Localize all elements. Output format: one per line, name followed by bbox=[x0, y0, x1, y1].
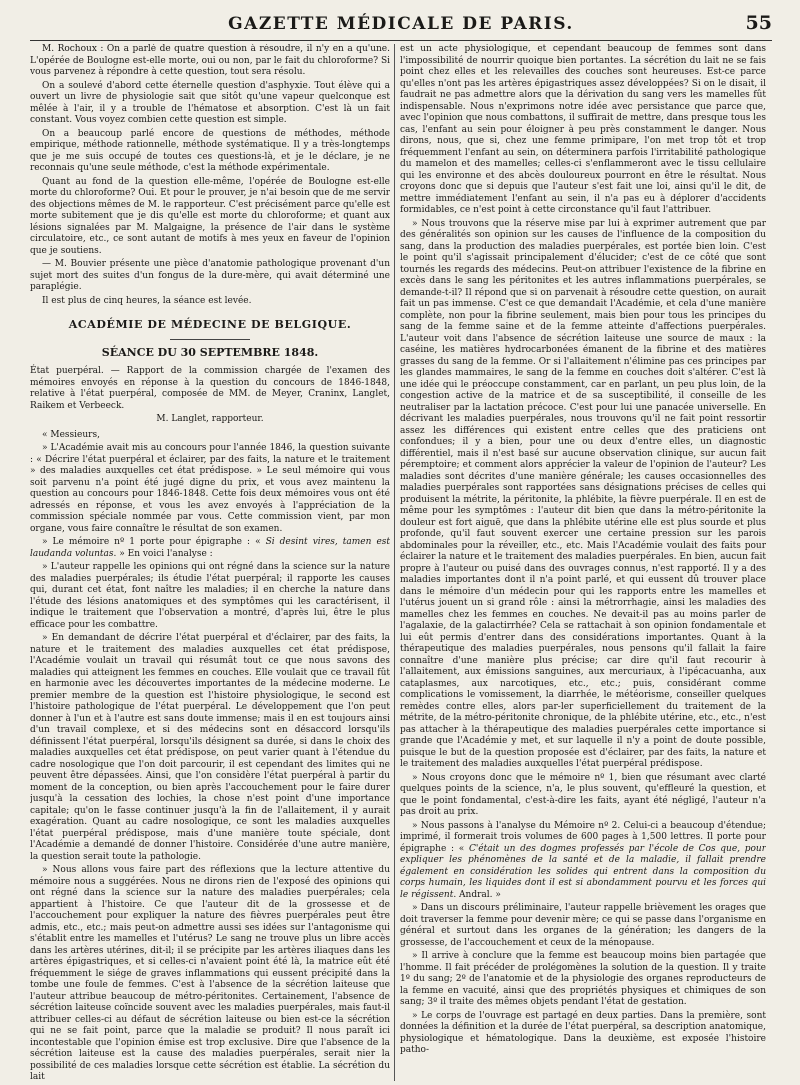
paragraph-messieurs: « Messieurs, bbox=[42, 429, 100, 440]
left-column bbox=[30, 44, 390, 1081]
paragraph-conclusion-memoire-1: » Nous croyons donc que le mémoire nº 1, bien que résumant avec clarté quelques points de la science, n'a, le plus souvent, qu'effleuré la question, et que le point fondamental, c'est-à-dire les faits, ayant été négligé, l'auteur n'a pas droit au prix. bbox=[400, 772, 766, 817]
paragraph-methodes: On a beaucoup parlé encore de questions de méthodes, méthode empirique, méthode rationnelle, méthode systématique. Il y a très-longtemps que je me suis occupé de toutes ces questions-là, et je le déclare, je ne reconnais qu'une seule méthode, c'est la méthode expérimentale. bbox=[30, 128, 390, 173]
academy-heading: ACADÉMIE DE MÉDECINE DE BELGIQUE. bbox=[68, 318, 352, 331]
paragraph-etat-puerperal: État puerpéral. — Rapport de la commission chargée de l'examen des mémoires envoyés en réponse à la question du concours de 1846-1848, relative à l'état puerpéral, composée de MM. de Meyer, Craninx, Langlet, Raikem et Verbeeck. bbox=[30, 366, 390, 411]
reporter-line: M. Langlet, rapporteur. bbox=[156, 414, 264, 424]
epigraph-end: . » En voici l'analyse : bbox=[113, 548, 213, 559]
heading-divider bbox=[170, 339, 250, 340]
page-number: 55 bbox=[745, 12, 772, 34]
paragraph-reflexions: » Nous allons vous faire part des réflexions que la lecture attentive du mémoire nous a suggérées. Nous ne dirons rien de l'exposé des opinions qui ont régné dans la science sur la nature des maladies puerpérales; cela appartient à l'histoire. Ce que l'auteur dit de la grossesse et de l'accouchement pour expliquer la nature des fièvres puerpérales peut être admis, etc., etc.; mais peut-on admettre aussi ses idées sur l'antagonisme qui s'établit entre les mamelles et l'utérus? Le sang ne trouve plus un libre accès dans les artères utérines, dit-il; il se précipite par les artères iliaques dans les artères épigastriques, et si celles-ci n'avaient point été là, la matrice eût été fréquemment le siége de graves inflammations qui eussent précipité dans la tombe une foule de femmes. C'est à l'absence de la sécrétion laiteuse que l'auteur attribue beaucoup de métro-péritonites. Certainement, l'absence de sécrétion laiteuse coïncide souvent avec les maladies puerpérales, mais faut-il attribuer celles-ci au défaut de sécrétion laiteuse ou bien est-ce la sécrétion qui ne se fait point, parce que la maladie se produit? Il nous paraît ici incontestable que l'opinion émise est trop exclusive. Dire que l'absence de la sécrétion laiteuse est la cause des maladies puerpérales, serait nier la possibilité de ces maladies lorsque cette sécrétion est établie. La sécrétion du lait bbox=[30, 865, 390, 1081]
paragraph-epigraphe-1 bbox=[30, 537, 390, 560]
paragraph-corps-ouvrage: » Le corps de l'ouvrage est partagé en deux parties. Dans la première, sont données la définition et la durée de l'état puerpéral, sa description anatomique, physiologique et hématologique. Dans la deuxième, est exposée l'histoire patho- bbox=[400, 1010, 766, 1055]
session-heading: SÉANCE DU 30 SEPTEMBRE 1848. bbox=[101, 345, 319, 359]
paragraph-memoire-2 bbox=[400, 821, 766, 902]
paragraph-discours: » Dans un discours préliminaire, l'auteur rappelle brièvement les orages que doit traverser la femme pour devenir mère; ce qui se passe dans l'organisme en général et surtout dans les organes de la génération; les dangers de la grossesse, de l'accouchement et ceux de la ménopause. bbox=[400, 903, 766, 948]
paragraph-asphyxie: On a soulevé d'abord cette éternelle question d'asphyxie. Tout élève qui a ouvert un livre de physiologie sait que sitôt qu'une vapeur quelconque est mêlée à l'air, il y a trouble de l'hématose et absorption. C'est là un fait constant. Vous voyez combien cette question est simple. bbox=[30, 80, 390, 125]
paragraph-en-demandant: » En demandant de décrire l'état puerpéral et d'éclairer, par des faits, la nature et le traitement des maladies auxquelles cet état prédispose, l'Académie voulait un travail qui résumât tout ce que nous savons des maladies qui atteignent les femmes en couches. Elle voulait que ce travail fût en harmonie avec les découvertes importantes de la médecine moderne. Le premier membre de la question est l'histoire physiologique, le second est l'histoire pathologique de l'état puerpéral. Le développement que l'on peut donner à l'un et à l'autre est sans doute immense; mais il en est toujours ainsi d'un travail complexe, et si des médecins sont en désaccord lorsqu'ils définissent l'état puerpéral, lorsqu'ils désignent sa durée, si dans le choix des maladies auxquelles cet état prédispose, on peut varier quant à l'étendue du cadre nosologique que l'on doit parcourir, il est cependant des limites qui ne peuvent être dépassées. Ainsi, que l'on considère l'état puerpéral à partir du moment de la conception, ou bien après l'accouchement pour le faire durer jusqu'à la cessation des lochies, la chose n'est point d'une importance capitale; qu'on le fasse continuer jusqu'à la fin de l'allaitement, il y aurait exagération. Quant au cadre nosologique, ce sont les maladies auxquelles l'état puerpéral prédispose, mais d'une manière toute spéciale, dont l'Académie a demandé de donner l'histoire. Considérée d'une autre manière, la question serait toute la pathologie. bbox=[30, 633, 390, 862]
paragraph-conclure: » Il arrive à conclure que la femme est beaucoup moins bien partagée que l'homme. Il fait précéder de prolégomènes la solution de la question. Il y traite 1º du sang; 2º de l'anatomie et de la physiologie des organes reproducteurs de la femme en vacuité, ainsi que des propriétés physiques et chimiques de son sang; 3º il traite des mêmes objets pendant l'état de gestation. bbox=[400, 951, 766, 1007]
paragraph-seance-levee: Il est plus de cinq heures, la séance est levée. bbox=[42, 295, 252, 306]
epigraph-cos: C'était un des dogmes professés par l'école de Cos que, pour expliquer les phénomènes de la santé et de la maladie, il fallait prendre également en considération les solides qui entrent dans la composition du corps humain, les liquides dont il est si abondamment pourvu et les forces qui le régissent bbox=[400, 843, 766, 900]
paragraph-reserve: » Nous trouvons que la réserve mise par lui à exprimer autrement que par des généralités son opinion sur les causes de l'influence de la composition du sang, dans la production des maladies puerpérales, est portée bien loin. C'est le point qu'il s'agissait principalement d'élucider; c'est de ce côté que sont tournés les regards des médecins. Peut-on attribuer l'existence de la fibrine en excès dans le sang les péritonites et les autres inflammations puerpérales, se demande-t-il? Il répond que si on parvenait à résoudre cette question, on aurait fait un pas immense. C'est ce que demandait l'Académie, et cela d'une manière complète, non pour la fibrine seulement, mais bien pour tous les principes du sang de la femme saine et de la femme atteinte d'affections puerpérales. L'auteur voit dans l'absence de sécrétion laiteuse une source de maux : la caséine, les matières hydrocarbonées émanent de la fibrine et des matières grasses du sang de la femme. Or si l'allaitement n'élimine pas ces principes par les glandes mammaires, le sang de la femme en couches doit s'altérer. C'est là une idée qui le préoccupe constamment, car en parlant, un peu plus loin, de la congestion active de la matrice et de sa susceptibilité, il conseille de les neutraliser par la lactation précoce. C'est pour lui une panacée universelle. En décrivant les maladies puerpérales, nous trouvons qu'il ne fait point ressortir assez les différences qui existent entre celles que des praticiens ont confondues; il y a bien, pour une ou deux d'entre elles, un diagnostic différentiel, mais il n'est basé sur aucune observation clinique, sur aucun fait péremptoire; et comment alors apprécier la valeur de l'opinion de l'auteur? Les maladies sont décrites d'une manière générale; les causes occasionnelles des maladies puerpérales sont rapportées sans désignations précises de celles qui produisent la métrite, la péritonite, la phlébite, la fièvre puerpérale. Il en est de même pour les symptômes : l'auteur dit bien que dans la métro-péritonite la douleur est fort aiguë, que dans la phlébite utérine elle est plus sourde et plus profonde, qu'il faut souvent exercer une certaine pression sur les parois abdominales pour la réveiller, etc., etc. Mais l'Académie voulait des faits pour éclairer la nature et le traitement des maladies puerpérales. En bien, aucun fait propre à l'auteur ou puisé dans des ouvrages connus, n'est rapporté. Il y a des maladies importantes dont il n'a point parlé, et qui eussent dû trouver place dans le mémoire d'un médecin pour qui les rapports entre les mamelles et l'utérus jouent un si grand rôle : ainsi la métrorrhagie, ainsi les maladies des mamelles chez les femmes en couches. Ne devait-il pas au moins parler de l'agalaxie, de la galactirrhée? Cela se rattachait à son opinion fondamentale et lui eût permis d'entrer dans des considérations importantes. Quant à la thérapeutique des maladies puerpérales, nous pensons qu'il fallait la faire connaître d'une manière plus précise; car dire qu'il faut recourir à l'allaitement, aux émissions sanguines, aux mercuriaux, à l'ipécacuanha, aux cataplasmes, aux narcotiques, etc., etc.; puis, considérant comme complications le vomissement, la diarrhée, le météorisme, conseiller quelques remèdes contre elles, alors par-ler superficiellement du traitement de la métrite, de la métro-péritonite chronique, de la phlébite utérine, etc., etc., n'est pas attacher à la thérapeutique des maladies puerpérales cette importance si grande que l'Académie y met, et sur laquelle il n'y a point de doute possible, puisque le but de la question proposée est d'éclairer, par des faits, la nature et le traitement des maladies auxquelles l'état puerpéral prédispose. bbox=[400, 218, 766, 769]
paragraph-bouvier: — M. Bouvier présente une pièce d'anatomie pathologique provenant d'un sujet mort des suites d'un fongus de la dure-mère, qui avait déterminé une paraplégie. bbox=[30, 259, 390, 292]
paragraph-auteur-rappelle: » L'auteur rappelle les opinions qui ont régné dans la science sur la nature des maladies puerpérales; ils étudie l'état puerpéral; il rapporte les causes qui, durant cet état, font naître les maladies; il en cherche la nature dans l'étude des lésions anatomiques et des symptômes qui les caractérisent, il indique le traitement que l'observation a montré, d'après lui, être le plus efficace pour les combattre. bbox=[30, 562, 390, 630]
paragraph-acte-physiologique: est un acte physiologique, et cependant beaucoup de femmes sont dans l'impossibilité de nourrir quoique bien portantes. La sécrétion du lait ne se fais point chez elles et les relevailles des couches sont heureuses. Est-ce parce qu'elles n'ont pas les artères épigastriques assez développées? Si on le disait, il faudrait ne pas admettre alors que la dérivation du sang vers les mamelles fût indispensable. Nous n'exprimons notre idée avec persistance que parce que, avec l'opinion que nous combattons, il suffirait de mettre, dans presque tous les cas, l'enfant au sein pour éloigner à peu près constamment le danger. Nous dirons, nous, que si, chez une femme primipare, l'on met trop tôt et trop fréquemment l'enfant au sein, on déterminera parfois l'irritabilité pathologique du mamelon et des mamelles; celles-ci s'enflammeront avec le tissu cellulaire qui les environne et des abcès douloureux pourront en être le résultat. Nous croyons donc que si depuis que l'auteur s'est fait une loi, ainsi qu'il le dit, de mettre immédiatement l'enfant au sein, il n'a pas eu à déplorer d'accidents formidables, ce n'est point à cette circonstance qu'il faut l'attribuer. bbox=[400, 44, 766, 215]
masthead bbox=[30, 10, 772, 41]
epigraph-latin: Si desint vires, tamen est laudanda voluntas bbox=[30, 537, 390, 559]
paragraph-rochoux: M. Rochoux : On a parlé de quatre question à résoudre, il n'y en a qu'une. L'opérée de Boulogne est-elle morte, oui ou non, par le fait du chloroforme? Si vous parvenez à répondre à cette question, tout sera résolu. bbox=[30, 44, 390, 77]
epigraph-intro: » Le mémoire nº 1 porte pour épigraphe : « bbox=[42, 537, 266, 547]
epigraph-andral: . Andral. » bbox=[453, 889, 501, 900]
journal-title: GAZETTE MÉDICALE DE PARIS. bbox=[228, 14, 574, 34]
paragraph-concours: » L'Académie avait mis au concours pour l'année 1846, la question suivante : « Décrire l'état puerpéral et éclairer, par des faits, la nature et le traitement » des maladies auxquelles cet état prédispose. » Le seul mémoire qui vous soit parvenu n'a point été jugé digne du prix, et vous avez maintenu la question au concours pour 1846-1848. Cette fois deux mémoires vous ont été adressés en réponse, et vous les avez envoyés à l'appréciation de la commission spéciale nommée par vous. Cette commission vient, par mon organe, vous faire connaître le résultat de son examen. bbox=[30, 443, 390, 534]
paragraph-fond-question: Quant au fond de la question elle-même, l'opérée de Boulogne est-elle morte du chloroforme? Oui. Et pour le prouver, je n'ai besoin que de me servir des objections mêmes de M. le rapporteur. C'est précisément parce qu'elle est morte subitement que je dis qu'elle est morte du chloroforme; et quant aux lésions signalées par M. Malgaigne, la présence de l'air dans le système circulatoire, etc., ce sont autant de motifs à mes yeux en faveur de l'opinion que je soutiens. bbox=[30, 176, 390, 256]
column-rule bbox=[394, 44, 395, 1081]
right-column bbox=[400, 44, 766, 1081]
memoire-2-intro: » Nous passons à l'analyse du Mémoire nº 2. Celui-ci a beaucoup d'étendue; imprimé, il formerait trois volumes de 600 pages à 1,500 lettres. Il porte pour épigraphe : « bbox=[400, 820, 766, 854]
